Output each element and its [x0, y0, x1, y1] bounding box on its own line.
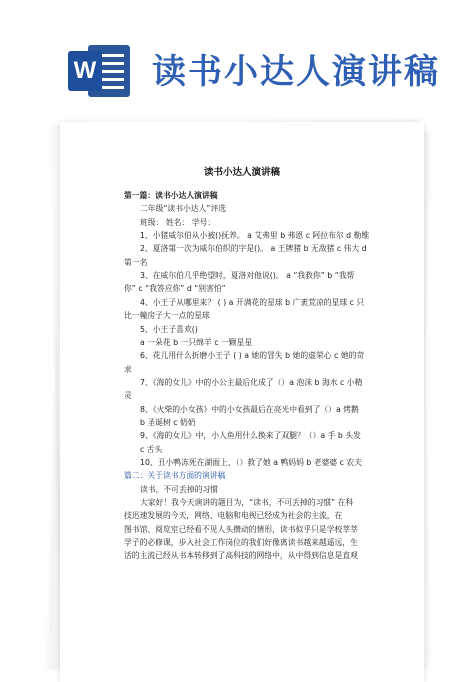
- document-line: 8、《火柴的小女孩》中的小女孩最后在亮光中看到了（）a 烤鹅: [140, 404, 359, 414]
- document-line: 第一名: [124, 257, 148, 267]
- document-line: 灵: [124, 391, 132, 401]
- document-line: 图书馆、阅览室已经看不见人头攒动的情形，读书似乎只是学校莘莘: [124, 524, 358, 534]
- document-line: 9、《海的女儿》中，小人鱼用什么换来了双腿？（）a 手 b 头发: [140, 431, 361, 441]
- document-line: 第一篇：读书小达人演讲稿: [124, 191, 218, 200]
- document-line: 你” c “我答应你” d “别害怕”: [124, 284, 226, 294]
- document-line: 3、在威尔伯几乎绝望时，夏洛对他说()。 a “我救你” b “我帮: [140, 271, 355, 281]
- document-line: 6、花儿用什么折磨小王子 ( ) a 她的冒失 b 她的虚荣心 c 她的苛: [140, 351, 365, 361]
- document-line: 二年级“读书小达人”评选: [140, 204, 227, 214]
- document-line: b 圣诞树 c 奶奶: [140, 417, 196, 427]
- banner-title: 读书小达人演讲稿: [152, 52, 440, 92]
- document-line: 7、《海的女儿》中的小公主最后化成了（）a 泡沫 b 海水 c 小精: [140, 377, 363, 387]
- word-icon-badge: W: [68, 51, 102, 91]
- document-line: 1、小猪威尔伯从小被()抚养。 a 艾弗里 b 弗恩 c 阿拉布尔 d 勒维: [140, 231, 370, 241]
- document-page: [60, 122, 424, 682]
- document-line: 10、丑小鸭冻死在湖面上，（）救了她 a 鸭妈妈 b 老婆婆 c 农夫: [140, 458, 363, 467]
- document-line: 比一幢房子大一点的星球: [124, 311, 210, 321]
- document-line: 篇二：关于读书方面的演讲稿: [124, 471, 226, 481]
- document-line: 4、小王子从哪里来？ ( ) a 开满花的星球 b 广袤荒凉的星球 c 只: [140, 297, 365, 307]
- document-title: 读书小达人演讲稿: [203, 167, 280, 178]
- document-line: 2、夏洛第一次为威尔伯织的字是()。 a 王牌猪 b 无敌猪 c 伟大 d: [140, 244, 367, 254]
- document-line: 读书，不可丢掉的习惯: [140, 484, 218, 494]
- document-line: c 舌头: [140, 444, 163, 454]
- document-line: 活的主流已经从书本转移到了高科技的网络中，从中得到信息是直观: [124, 551, 358, 561]
- document-line: 大家好！我今天演讲的题目为，“读书，不可丢掉的习惯” 在科: [140, 498, 354, 508]
- document-line: 技迅速发展的今天，网络、电脑和电视已经成为社会的主流，在: [124, 511, 343, 521]
- document-line: a 一朵花 b 一只绵羊 c 一颗星星: [140, 337, 253, 347]
- document-line: 班级： 姓名： 学号：: [140, 217, 216, 227]
- document-line: 学子的必修课，步入社会工作岗位的我们好像离读书越来越遥远，生: [124, 538, 358, 548]
- header-banner: [0, 0, 474, 118]
- document-line: 求: [124, 364, 132, 374]
- document-line: 5、小王子喜欢(): [140, 324, 198, 334]
- word-document-icon: [68, 42, 130, 100]
